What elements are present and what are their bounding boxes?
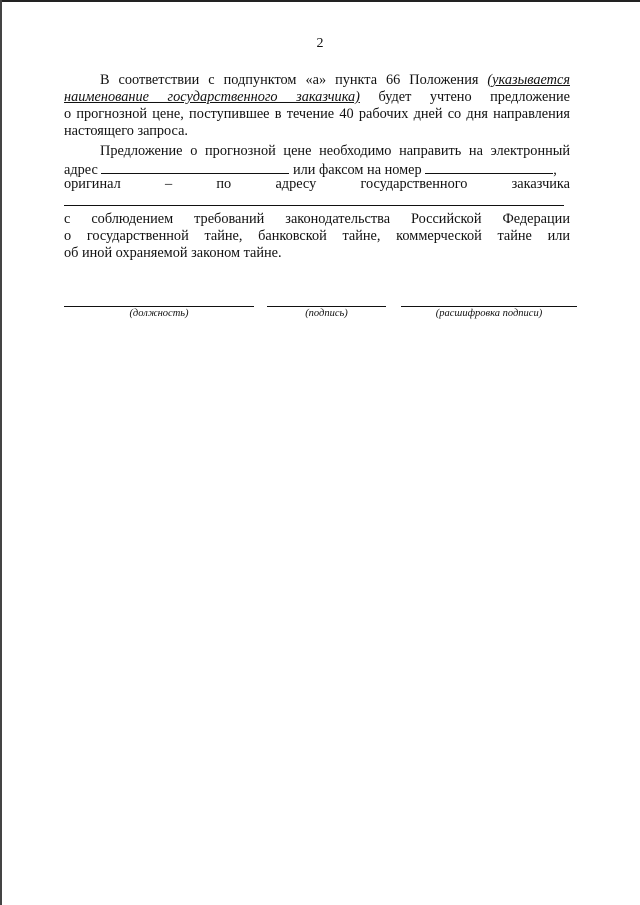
word: тайне,	[342, 228, 381, 244]
paragraph1-line3: о прогнозной цене, поступившее в течение 40 рабочих дней со дня направления	[64, 106, 570, 122]
word: требований	[194, 211, 265, 227]
paragraph1-line2	[64, 89, 570, 106]
paragraph2-line6: об иной охраняемой законом тайне.	[64, 245, 282, 261]
word: коммерческой	[396, 228, 482, 244]
signature-decoding-caption: (расшифровка подписи)	[435, 308, 543, 319]
word: адресу	[275, 176, 317, 192]
word: соблюдением	[91, 211, 174, 227]
paragraph1-line1	[64, 72, 570, 89]
word: Федерации	[502, 211, 570, 227]
page-left-border	[0, 0, 2, 905]
paragraph1-text: будет учтено предложение	[359, 89, 570, 105]
customer-address-blank[interactable]	[64, 205, 564, 206]
comma: ,	[553, 162, 557, 178]
fax-label: или факсом на номер	[292, 162, 422, 178]
word: законодательства	[285, 211, 391, 227]
page-number: 2	[316, 36, 324, 51]
customer-name-placeholder: наименование государственного заказчика)	[64, 89, 360, 105]
paragraph1-text: В соответствии с подпунктом «а» пункта 66 Положения	[100, 72, 488, 88]
signature-caption: (подпись)	[305, 308, 348, 319]
word: оригинал	[64, 176, 121, 192]
signature-line[interactable]	[267, 306, 386, 307]
word: или	[547, 228, 570, 244]
paragraph2-line1: Предложение о прогнозной цене необходимо направить на электронный	[100, 143, 570, 159]
paragraph2-line3	[64, 176, 570, 193]
word: с	[64, 211, 71, 227]
word: –	[164, 176, 173, 192]
word: заказчика	[511, 176, 570, 192]
word: тайне	[497, 228, 532, 244]
word: Российской	[411, 211, 482, 227]
paragraph2-line4	[64, 211, 570, 228]
paragraph1-line4: настоящего запроса.	[64, 123, 188, 139]
paragraph2-line5	[64, 228, 570, 245]
fax-number-blank[interactable]	[425, 160, 553, 174]
position-signature-line[interactable]	[64, 306, 254, 307]
word: тайне,	[204, 228, 243, 244]
word: о	[64, 228, 72, 244]
paragraph1-italic-note: (указывается	[487, 72, 570, 88]
word: банковской	[258, 228, 327, 244]
word: по	[216, 176, 232, 192]
address-label: адрес	[64, 162, 98, 178]
word: государственной	[86, 228, 189, 244]
signature-decoding-line[interactable]	[401, 306, 577, 307]
page-top-border	[0, 0, 640, 2]
email-address-blank[interactable]	[101, 160, 289, 174]
position-caption: (должность)	[129, 308, 189, 319]
word: государственного	[360, 176, 468, 192]
